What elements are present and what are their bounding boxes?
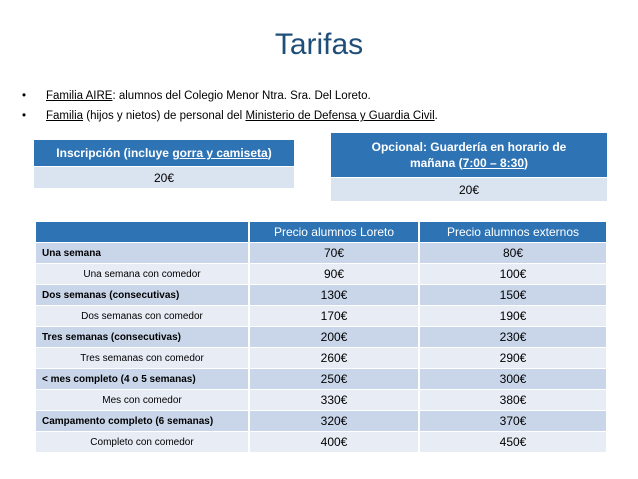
inscripcion-box [34,140,294,188]
price-loreto: 170€ [249,306,419,327]
opcional-header-time: 7:00 – 8:30 [462,156,525,170]
row-label: Campamento completo (6 semanas) [36,411,249,432]
row-label: Tres semanas con comedor [36,348,249,369]
inscripcion-header-underlined: gorra y camiseta [172,146,268,160]
bullet-icon: • [22,110,27,122]
price-loreto: 260€ [249,348,419,369]
table-row [36,264,607,285]
table-row [36,243,607,264]
price-loreto: 200€ [249,327,419,348]
price-loreto: 250€ [249,369,419,390]
price-loreto: 70€ [249,243,419,264]
inscripcion-header-prefix: Inscripción (incluye [56,146,173,160]
price-loreto: 320€ [249,411,419,432]
table-row [36,369,607,390]
row-label: Una semana [36,243,249,264]
table-row [36,285,607,306]
bullet-familia-aire [22,90,371,102]
opcional-value: 20€ [331,177,607,201]
bullet-end: . [434,110,438,122]
page-title: Tarifas [274,28,364,61]
bullet-familia [22,110,438,122]
price-table [36,222,608,452]
table-header-externos: Precio alumnos externos [419,222,607,243]
inscripcion-header [34,140,294,166]
price-externos: 150€ [419,285,607,306]
bullet-text: (hijos y nietos) de personal del [83,110,246,122]
price-loreto: 330€ [249,390,419,411]
opcional-header-line2-prefix: mañana ( [409,156,463,170]
table-row [36,411,607,432]
price-externos: 230€ [419,327,607,348]
bullet-text: : alumnos del Colegio Menor Ntra. Sra. Del Loreto. [112,90,371,102]
table-row [36,327,607,348]
inscripcion-header-suffix: ) [267,146,272,160]
price-loreto: 90€ [249,264,419,285]
price-loreto: 130€ [249,285,419,306]
price-externos: 380€ [419,390,607,411]
table-row [36,306,607,327]
table-header-row [36,222,607,243]
row-label: Dos semanas con comedor [36,306,249,327]
price-externos: 370€ [419,411,607,432]
table-row [36,390,607,411]
opcional-header [331,133,607,177]
price-externos: 190€ [419,306,607,327]
row-label: < mes completo (4 o 5 semanas) [36,369,249,390]
row-label: Dos semanas (consecutivas) [36,285,249,306]
table-row [36,432,607,453]
bullet-term-ministerio: Ministerio de Defensa y Guardia Civil [245,110,435,122]
row-label: Mes con comedor [36,390,249,411]
price-loreto: 400€ [249,432,419,453]
row-label: Una semana con comedor [36,264,249,285]
opcional-header-line2-suffix: ) [524,156,529,170]
price-externos: 100€ [419,264,607,285]
bullet-icon: • [22,90,27,102]
row-label: Tres semanas (consecutivas) [36,327,249,348]
bullet-term: Familia AIRE [46,90,113,102]
price-externos: 450€ [419,432,607,453]
inscripcion-value: 20€ [34,166,294,188]
table-row [36,348,607,369]
bullet-term: Familia [46,110,84,122]
row-label: Completo con comedor [36,432,249,453]
opcional-box [331,133,607,201]
table-header-empty [36,222,249,243]
price-externos: 80€ [419,243,607,264]
price-externos: 290€ [419,348,607,369]
price-externos: 300€ [419,369,607,390]
opcional-header-line1: Opcional: Guardería en horario de [371,140,567,154]
table-header-loreto: Precio alumnos Loreto [249,222,419,243]
